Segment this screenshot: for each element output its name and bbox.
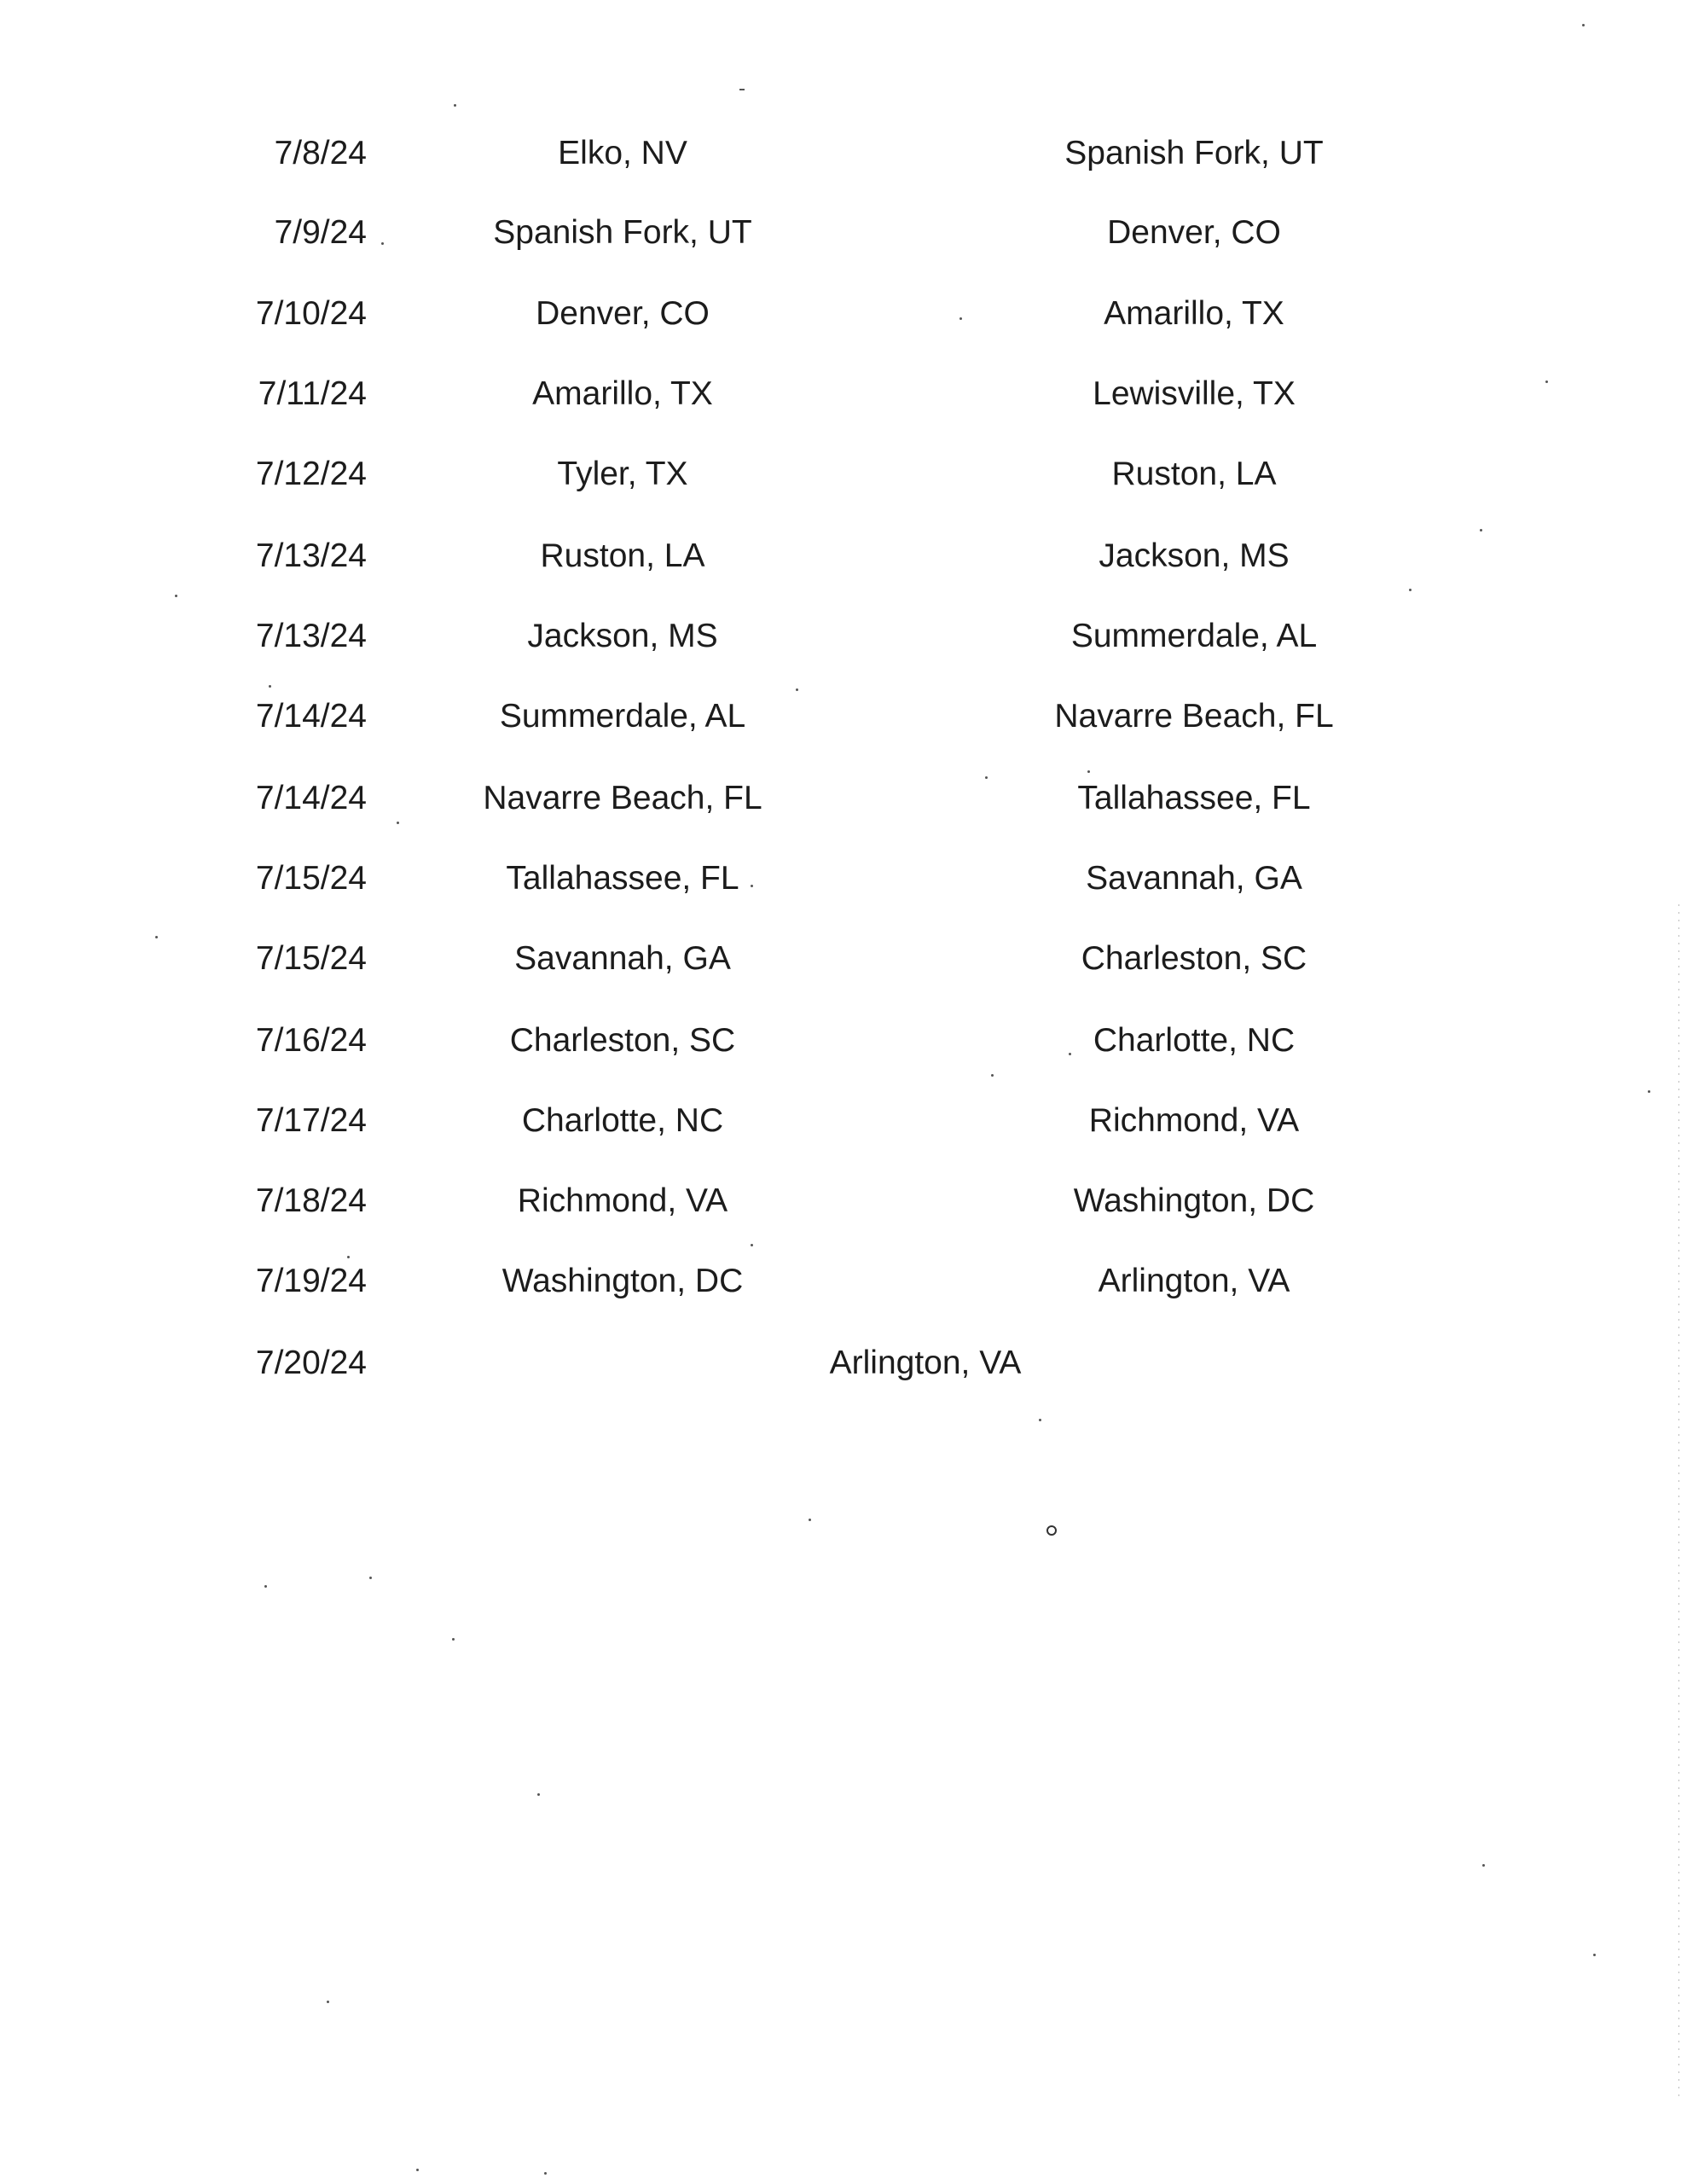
schedule-row	[0, 288, 1687, 340]
scan-speck	[1046, 1525, 1057, 1536]
scan-speck	[1069, 1053, 1071, 1055]
row-origin: Savannah, GA	[514, 940, 731, 977]
scan-speck	[1482, 1864, 1485, 1867]
schedule-row	[0, 933, 1687, 985]
row-origin: Elko, NV	[558, 135, 687, 171]
row-origin: Charlotte, NC	[521, 1102, 724, 1139]
row-destination: Savannah, GA	[1086, 860, 1302, 897]
schedule-row	[0, 369, 1687, 420]
scan-speck	[381, 242, 384, 245]
schedule-row	[0, 531, 1687, 582]
scan-speck	[175, 595, 177, 597]
schedule-row	[0, 611, 1687, 662]
schedule-row	[0, 773, 1687, 824]
row-destination: Richmond, VA	[1088, 1102, 1300, 1139]
row-origin: Amarillo, TX	[532, 375, 713, 412]
row-destination: Jackson, MS	[1099, 537, 1290, 574]
scan-speck	[1480, 529, 1482, 531]
row-destination: Ruston, LA	[1111, 456, 1277, 492]
schedule-row	[0, 853, 1687, 904]
schedule-row	[0, 128, 1687, 179]
row-origin: Richmond, VA	[517, 1182, 728, 1219]
row-origin: Jackson, MS	[527, 618, 718, 654]
row-destination: Arlington, VA	[1098, 1263, 1290, 1299]
row-origin: Denver, CO	[536, 295, 710, 332]
row-date: 7/11/24	[258, 375, 367, 412]
schedule-row	[0, 1095, 1687, 1147]
row-destination: Navarre Beach, FL	[1054, 698, 1334, 735]
row-destination: Washington, DC	[1073, 1182, 1315, 1219]
row-destination: Charleston, SC	[1081, 940, 1307, 977]
scan-edge-artifact	[1678, 904, 1679, 2099]
scan-speck	[985, 776, 988, 779]
scan-speck	[1087, 770, 1090, 773]
schedule-row	[0, 1256, 1687, 1307]
scan-speck	[347, 1256, 350, 1258]
row-destination: Tallahassee, FL	[1077, 780, 1311, 816]
schedule-row-final	[0, 1338, 1687, 1389]
scan-speck	[1648, 1090, 1650, 1093]
schedule-row	[0, 691, 1687, 742]
scan-speck	[739, 89, 745, 90]
row-date: 7/20/24	[255, 1345, 367, 1381]
scan-speck	[1409, 589, 1412, 591]
row-date: 7/13/24	[255, 618, 367, 654]
row-origin: Washington, DC	[501, 1263, 744, 1299]
scan-speck	[991, 1074, 994, 1077]
schedule-row	[0, 1176, 1687, 1227]
row-destination: Spanish Fork, UT	[1064, 135, 1324, 171]
scan-speck	[416, 2169, 419, 2171]
row-destination: Amarillo, TX	[1104, 295, 1284, 332]
row-date: 7/8/24	[274, 135, 367, 171]
row-origin: Summerdale, AL	[499, 698, 746, 735]
scan-speck	[155, 936, 158, 938]
scan-speck	[269, 685, 271, 688]
scan-speck	[796, 688, 798, 691]
scan-speck	[397, 822, 399, 824]
row-destination: Denver, CO	[1107, 214, 1281, 251]
row-date: 7/14/24	[255, 698, 367, 735]
row-origin: Spanish Fork, UT	[493, 214, 752, 251]
scan-speck	[1545, 380, 1548, 383]
scan-speck	[452, 1638, 455, 1641]
row-date: 7/16/24	[255, 1022, 367, 1059]
row-date: 7/9/24	[274, 214, 367, 251]
scan-speck	[369, 1577, 372, 1579]
scan-speck	[1582, 24, 1585, 26]
row-origin: Tyler, TX	[557, 456, 688, 492]
scan-speck	[809, 1519, 811, 1521]
schedule-row	[0, 207, 1687, 258]
row-destination: Summerdale, AL	[1070, 618, 1318, 654]
row-origin: Tallahassee, FL	[506, 860, 739, 897]
scan-speck	[454, 104, 456, 107]
row-date: 7/10/24	[255, 295, 367, 332]
row-destination: Charlotte, NC	[1093, 1022, 1296, 1059]
row-date: 7/18/24	[255, 1182, 367, 1219]
row-date: 7/17/24	[255, 1102, 367, 1139]
row-date: 7/13/24	[255, 537, 367, 574]
row-destination: Lewisville, TX	[1093, 375, 1296, 412]
scan-speck	[1593, 1954, 1596, 1956]
schedule-row	[0, 1015, 1687, 1066]
scan-speck	[751, 1244, 753, 1246]
schedule-row	[0, 449, 1687, 500]
scan-speck	[1039, 1419, 1041, 1421]
scan-speck	[751, 885, 753, 887]
row-date: 7/12/24	[255, 456, 367, 492]
scan-speck	[264, 1585, 267, 1588]
scan-speck	[544, 2172, 547, 2175]
row-date: 7/19/24	[255, 1263, 367, 1299]
row-date: 7/15/24	[255, 940, 367, 977]
final-destination: Arlington, VA	[829, 1345, 1022, 1381]
scan-speck	[959, 317, 962, 320]
scan-speck	[327, 2001, 329, 2003]
row-origin: Ruston, LA	[540, 537, 705, 574]
scan-speck	[537, 1793, 540, 1796]
row-date: 7/15/24	[255, 860, 367, 897]
row-date: 7/14/24	[255, 780, 367, 816]
row-origin: Charleston, SC	[509, 1022, 736, 1059]
row-origin: Navarre Beach, FL	[483, 780, 762, 816]
